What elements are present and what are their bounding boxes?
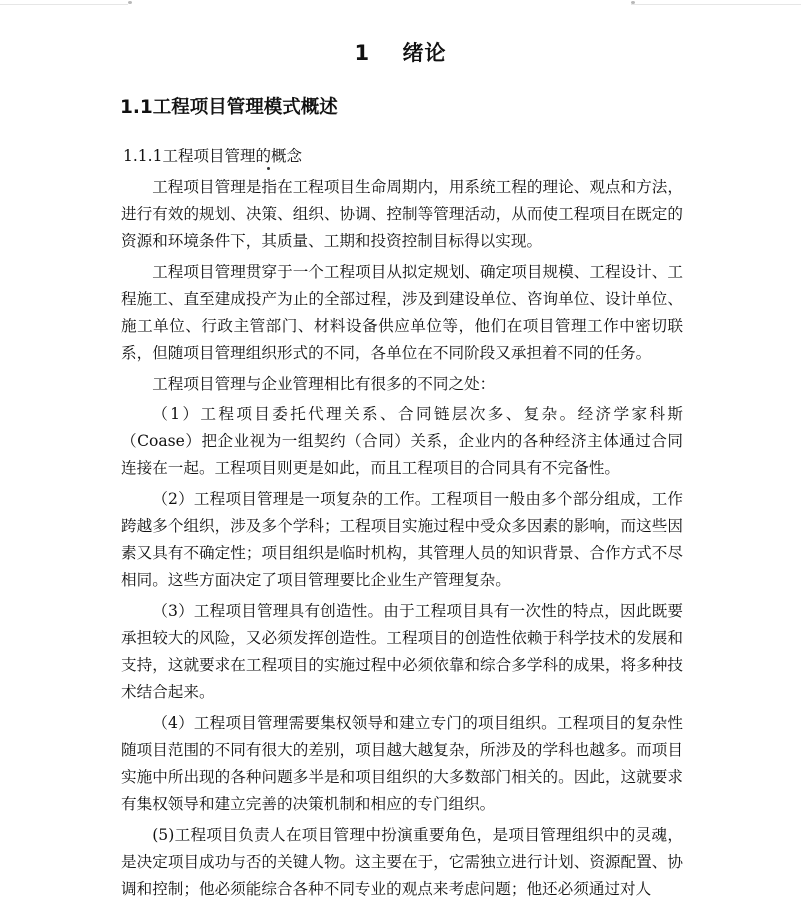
- paragraph-point-3: （3）工程项目管理具有创造性。由于工程项目具有一次性的特点，因此既要承担较大的风险，又必须发挥创造性。工程项目的创造性依赖于科学技术的发展和支持，这就要求在工程项目的实施过程中必须依靠和综合多学科的成果，将多种技术结合起来。: [121, 601, 683, 702]
- chapter-name: 绪论: [402, 41, 447, 65]
- page-top-edge-left: [0, 0, 128, 5]
- chapter-title: [0, 37, 801, 67]
- paragraph-point-4: （4）工程项目管理需要集权领导和建立专门的项目组织。工程项目的复杂性随项目范围的不同有很大的差别，项目越大越复杂，所涉及的学科也越多。而项目实施中所出现的各种问题多半是和项目组织的大多数部门相关的。因此，这就要求有集权领导和建立完善的决策机制和相应的专门组织。: [121, 713, 683, 814]
- scan-dot-left: [128, 1, 132, 4]
- paragraph-scope: 工程项目管理贯穿于一个工程项目从拟定规划、确定项目规模、工程设计、工程施工、直至建成投产为止的全部过程，涉及到建设单位、咨询单位、设计单位、施工单位、行政主管部门、材料设备供应单位等，他们在项目管理工作中密切联系，但随项目管理组织形式的不同，各单位在不同阶段又承担着不同的任务。: [121, 262, 683, 363]
- page-top-edge-right: [631, 0, 801, 5]
- paragraph-definition: 工程项目管理是指在工程项目生命周期内，用系统工程的理论、观点和方法，进行有效的规划、决策、组织、协调、控制等管理活动，从而使工程项目在既定的资源和环境条件下，其质量、工期和投资控制目标得以实现。: [121, 178, 683, 251]
- section-title: 1.1工程项目管理模式概述: [120, 97, 338, 118]
- scan-speck: [267, 167, 270, 170]
- paragraph-point-5: (5)工程项目负责人在项目管理中扮演重要角色，是项目管理组织中的灵魂，是决定项目成功与否的关键人物。这主要在于，它需独立进行计划、资源配置、协调和控制；他必须能综合各种不同专业的观点来考虑问题；他还必须通过对人: [121, 825, 683, 898]
- paragraph-point-1: （1）工程项目委托代理关系、合同链层次多、复杂。经济学家科斯（Coase）把企业视为一组契约（合同）关系，企业内的各种经济主体通过合同连接在一起。工程项目则更是如此，而且工程项目的合同具有不完备性。: [121, 405, 683, 478]
- body-text: [121, 174, 683, 903]
- scan-dot-right: [631, 1, 635, 4]
- paragraph-point-2: （2）工程项目管理是一项复杂的工作。工程项目一般由多个部分组成，工作跨越多个组织，涉及多个学科；工程项目实施过程中受众多因素的影响，而这些因素又具有不确定性；项目组织是临时机构，其管理人员的知识背景、合作方式不尽相同。这些方面决定了项目管理要比企业生产管理复杂。: [121, 490, 683, 590]
- subsection-title: 1.1.1工程项目管理的概念: [123, 147, 302, 165]
- paragraph-differences-intro: 工程项目管理与企业管理相比有很多的不同之处：: [152, 374, 496, 393]
- chapter-number: 1: [354, 41, 371, 65]
